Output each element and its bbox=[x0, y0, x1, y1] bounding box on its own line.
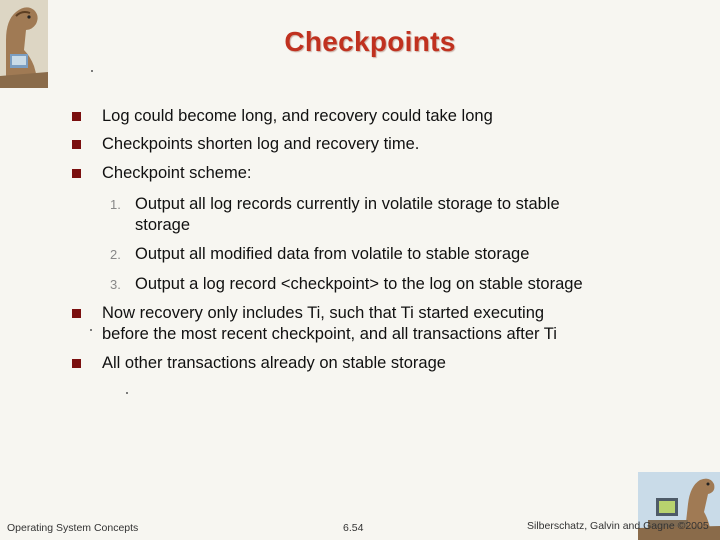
stray-mark bbox=[126, 392, 128, 394]
step-number: 3. bbox=[110, 277, 121, 292]
bullet-text: Checkpoint scheme: bbox=[102, 164, 252, 182]
bullet-text: Checkpoints shorten log and recovery time. bbox=[102, 135, 420, 153]
bullet-text: Log could become long, and recovery could take long bbox=[102, 107, 493, 125]
step-number: 2. bbox=[110, 247, 121, 262]
step-number: 1. bbox=[110, 197, 121, 212]
bullet-text-line: Now recovery only includes Ti, such that Ti started executing bbox=[102, 304, 545, 322]
footer-course-title: Operating System Concepts bbox=[7, 522, 139, 534]
square-bullet-icon bbox=[72, 112, 81, 121]
step-text-line: Output a log record <checkpoint> to the log on stable storage bbox=[135, 275, 583, 293]
step-text-line: Output all log records currently in volatile storage to stable bbox=[135, 195, 560, 213]
bullet-text: All other transactions already on stable storage bbox=[102, 354, 446, 372]
square-bullet-icon bbox=[72, 169, 81, 178]
bullet-text-line: before the most recent checkpoint, and all transactions after Ti bbox=[102, 325, 557, 343]
footer-page-number: 6.54 bbox=[343, 522, 364, 534]
stray-mark bbox=[90, 329, 92, 331]
step-text-line: Output all modified data from volatile to stable storage bbox=[135, 245, 530, 263]
slide-title: Checkpoints bbox=[284, 26, 456, 57]
stray-mark bbox=[91, 70, 93, 72]
square-bullet-icon bbox=[72, 309, 81, 318]
step-text-line: storage bbox=[135, 216, 191, 234]
square-bullet-icon bbox=[72, 359, 81, 368]
square-bullet-icon bbox=[72, 140, 81, 149]
footer-copyright: Silberschatz, Galvin and Gagne ©2005 bbox=[527, 520, 709, 532]
